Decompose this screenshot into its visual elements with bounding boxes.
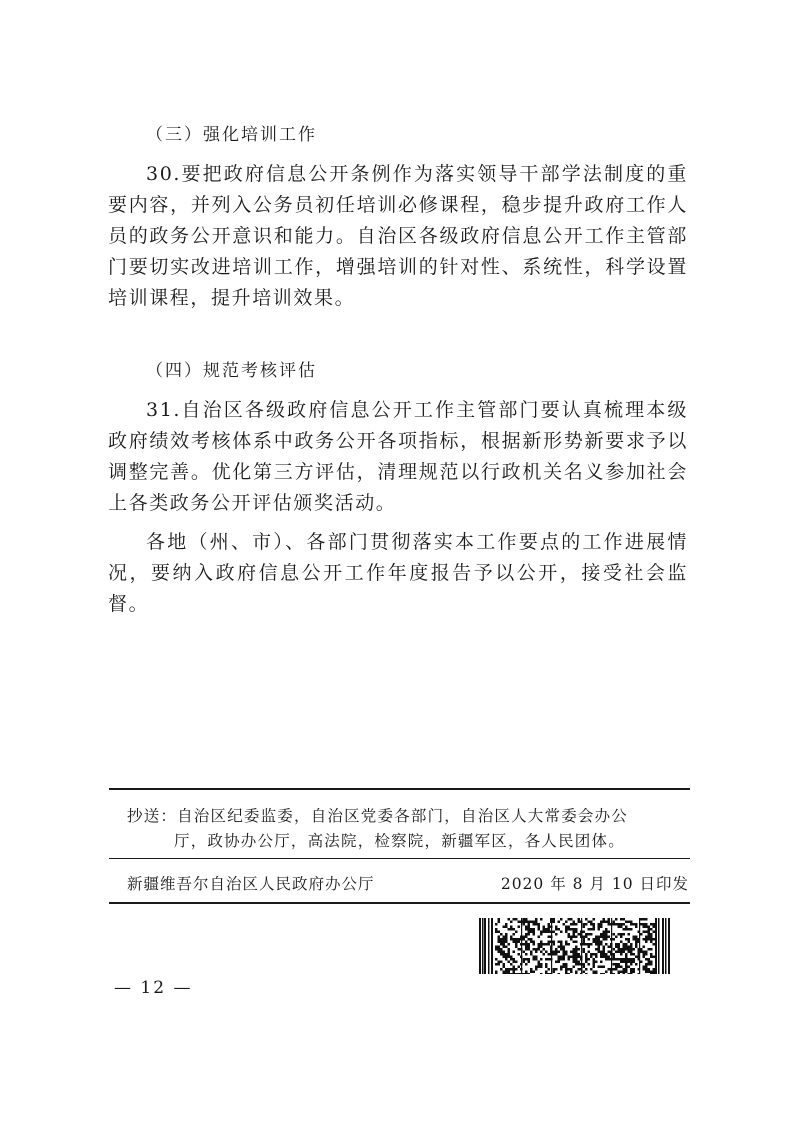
issuer: 新疆维吾尔自治区人民政府办公厅 bbox=[127, 875, 375, 893]
footer-top-rule bbox=[109, 788, 690, 790]
paragraph-30: 30.要把政府信息公开条例作为落实领导干部学法制度的重要内容，并列入公务员初任培训必修课程，稳步提升政府工作人员的政务公开意识和能力。自治区各级政府信息公开工作主管部门要切实改进培训工作，增强培训的针对性、系统性，科学设置培训课程，提升培训效果。 bbox=[108, 163, 688, 309]
section4-body bbox=[108, 395, 688, 620]
section3-heading: （三）强化培训工作 bbox=[146, 125, 317, 145]
paragraph-closing: 各地（州、市）、各部门贯彻落实本工作要点的工作进展情况，要纳入政府信息公开工作年度报告予以公开，接受社会监督。 bbox=[108, 531, 688, 615]
section4-heading: （四）规范考核评估 bbox=[146, 361, 317, 381]
section3-body bbox=[108, 159, 688, 314]
page-number: — 12 — bbox=[114, 978, 193, 998]
paragraph-31: 31.自治区各级政府信息公开工作主管部门要认真梳理本级政府绩效考核体系中政务公开各项指标，根据新形势新要求予以调整完善。优化第三方评估，清理规范以行政机关名义参加社会上各类政务公开评估颁奖活动。 bbox=[108, 399, 688, 514]
footer-bottom-rule bbox=[109, 902, 690, 904]
issue-date: 2020 年 8 月 10 日印发 bbox=[500, 875, 689, 893]
cc-block bbox=[127, 804, 675, 854]
footer-middle-rule bbox=[109, 858, 690, 859]
cc-line2: 厅，政协办公厅，高法院，检察院，新疆军区，各人民团体。 bbox=[174, 832, 625, 850]
barcode-graphic bbox=[479, 918, 670, 974]
cc-line1: 抄送：自治区纪委监委，自治区党委各部门，自治区人大常委会办公 bbox=[127, 807, 629, 825]
